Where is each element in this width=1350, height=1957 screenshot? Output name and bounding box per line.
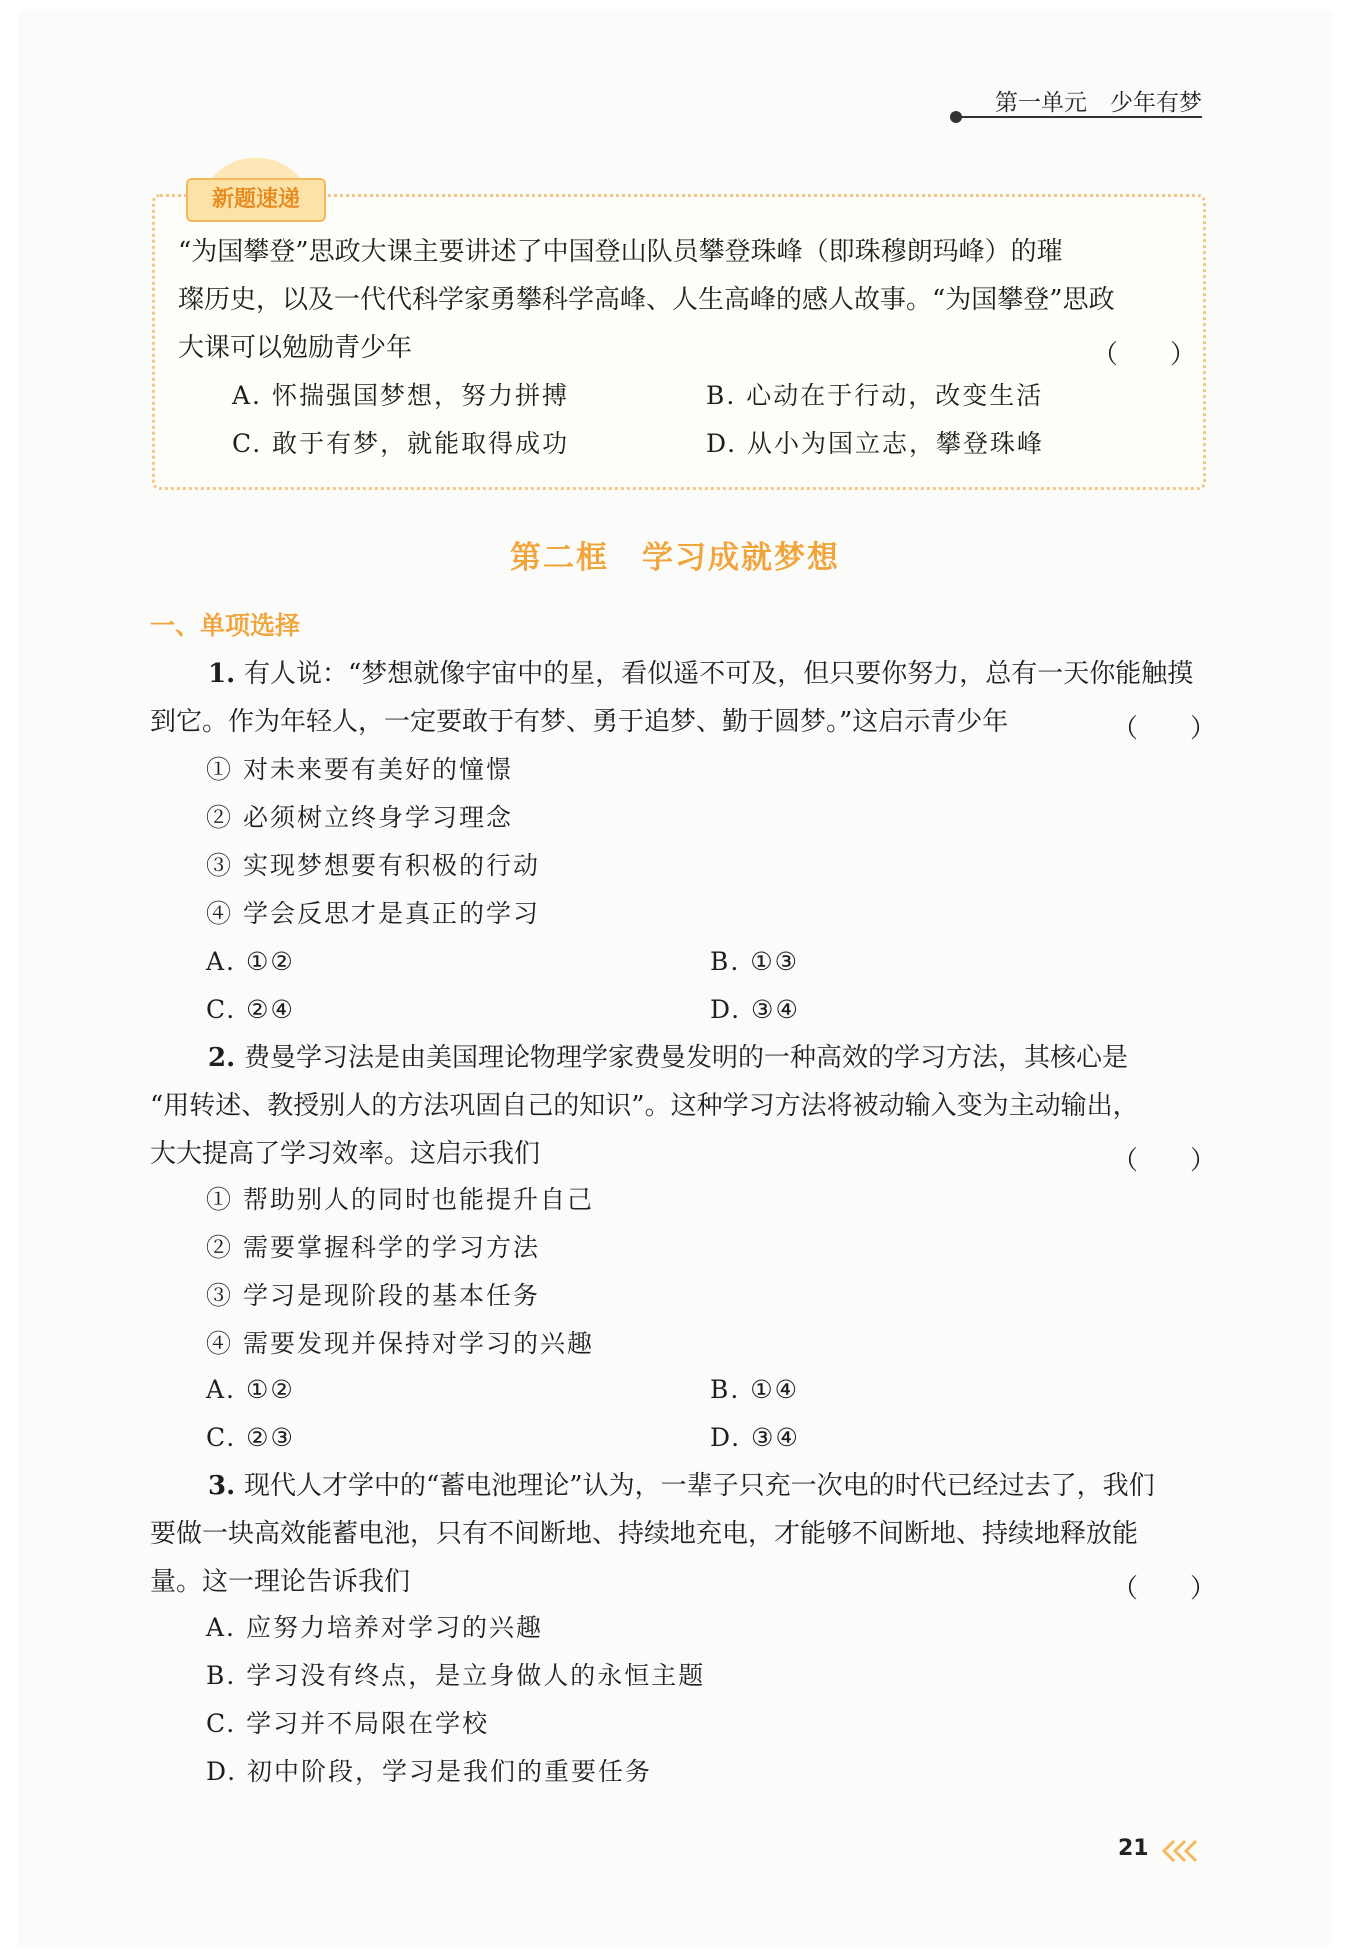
question-3-line-1: 现代人才学中的“蓄电池理论”认为，一辈子只充一次电的时代已经过去了，我们 [244,1471,1155,1501]
unit-title: 第一单元 少年有梦 [995,90,1202,116]
question-2-option-b: B. ①④ [710,1375,800,1404]
question-1-line-1: 有人说：“梦想就像宇宙中的星，看似遥不可及，但只要你努力，总有一天你能触摸 [244,659,1194,689]
new-topic-tag [186,158,326,220]
new-topic-option-d: D. 从小为国立志，攀登珠峰 [706,429,1045,458]
new-topic-line-1: “为国攀登”思政大课主要讲述了中国登山队员攀登珠峰（即珠穆朗玛峰）的璀 [178,237,1063,267]
question-1-item-4: ④ 学会反思才是真正的学习 [206,899,540,928]
new-topic-line-3: 大课可以勉励青少年 [178,333,413,363]
question-2-item-3: ③ 学习是现阶段的基本任务 [206,1281,540,1310]
running-head [950,80,1202,120]
question-1-option-c: C. ②④ [206,995,295,1024]
answer-paren: （ ） [1112,1146,1217,1176]
question-1-option-a: A. ①② [206,947,295,976]
question-1-item-1: ① 对未来要有美好的憧憬 [206,755,513,784]
frame-title: 第二框 学习成就梦想 [510,540,840,576]
question-2-line-2: “用转述、教授别人的方法巩固自己的知识”。这种学习方法将被动输入变为主动输出， [150,1091,1139,1121]
question-3-option-a: A. 应努力培养对学习的兴趣 [206,1613,543,1642]
answer-paren: （ ） [1112,714,1217,744]
question-1-item-2: ② 必须树立终身学习理念 [206,803,513,832]
question-2-option-d: D. ③④ [710,1423,800,1452]
question-2-item-1: ① 帮助别人的同时也能提升自己 [206,1185,594,1214]
answer-paren: （ ） [1092,340,1197,370]
question-2-item-2: ② 需要掌握科学的学习方法 [206,1233,540,1262]
question-3-option-d: D. 初中阶段，学习是我们的重要任务 [206,1757,653,1786]
question-1-item-3: ③ 实现梦想要有积极的行动 [206,851,540,880]
question-2-number: 2. [208,1043,236,1073]
question-2-option-c: C. ②③ [206,1423,295,1452]
question-2-line-3: 大大提高了学习效率。这启示我们 [150,1139,541,1169]
chevron-left-icon [1160,1838,1204,1864]
answer-paren: （ ） [1112,1574,1217,1604]
new-topic-option-a: A. 怀揣强国梦想，努力拼搏 [232,381,569,410]
question-2-item-4: ④ 需要发现并保持对学习的兴趣 [206,1329,594,1358]
question-1-option-b: B. ①③ [710,947,800,976]
question-1-line-2: 到它。作为年轻人，一定要敢于有梦、勇于追梦、勤于圆梦。”这启示青少年 [150,707,1009,737]
new-topic-line-2: 璨历史，以及一代代科学家勇攀科学高峰、人生高峰的感人故事。“为国攀登”思政 [178,285,1115,315]
question-3-number: 3. [208,1471,236,1501]
question-3-option-c: C. 学习并不局限在学校 [206,1709,490,1738]
question-2-line-1: 费曼学习法是由美国理论物理学家费曼发明的一种高效的学习方法，其核心是 [244,1043,1129,1073]
page-number: 21 [1118,1836,1149,1861]
question-3-line-2: 要做一块高效能蓄电池，只有不间断地、持续地充电，才能够不间断地、持续地释放能 [150,1519,1139,1549]
tag-label: 新题速递 [186,178,326,222]
question-3-option-b: B. 学习没有终点，是立身做人的永恒主题 [206,1661,706,1690]
question-3-line-3: 量。这一理论告诉我们 [150,1567,411,1597]
section-heading: 一、单项选择 [150,611,301,640]
question-1-number: 1. [208,659,236,689]
question-2-option-a: A. ①② [206,1375,295,1404]
new-topic-option-b: B. 心动在于行动，改变生活 [706,381,1044,410]
question-1-option-d: D. ③④ [710,995,800,1024]
new-topic-option-c: C. 敢于有梦，就能取得成功 [232,429,570,458]
